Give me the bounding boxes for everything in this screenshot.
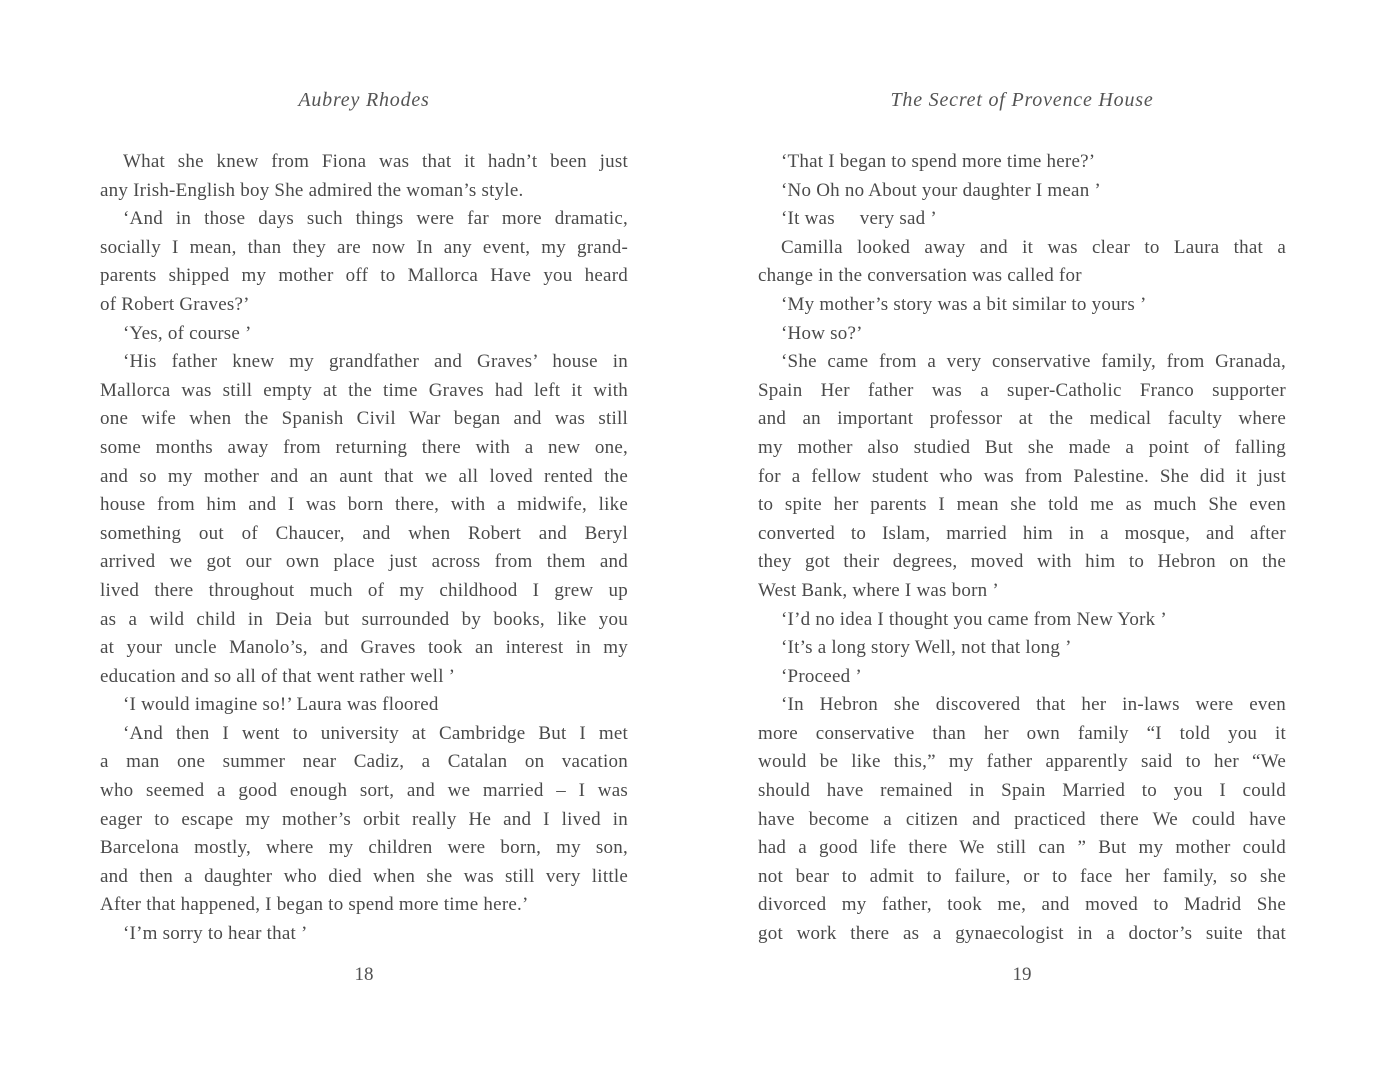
text-line: ‘I’d no idea I thought you came from New York ’: [781, 608, 1167, 630]
text-line: change in the conversation was called for: [758, 265, 1082, 287]
text-line: a man one summer near Cadiz, a Catalan on vacation: [100, 751, 628, 773]
text-line: ‘And in those days such things were far more dramatic,: [123, 208, 628, 230]
running-header-author: Aubrey Rhodes: [298, 89, 430, 111]
text-line: ‘I’m sorry to hear that ’: [123, 923, 308, 945]
text-line: ‘Proceed ’: [781, 665, 862, 687]
text-line: ‘That I began to spend more time here?’: [781, 151, 1096, 172]
text-line: Spain Her father was a super-Catholic Franco supporter: [758, 379, 1286, 401]
text-line: some months away from returning there with a new one,: [100, 436, 628, 458]
text-line: ‘How so?’: [781, 322, 863, 344]
text-line: West Bank, where I was born ’: [758, 579, 999, 601]
text-line: ‘It was very sad ’: [781, 208, 937, 230]
text-line: have become a citizen and practiced there We could have: [758, 808, 1286, 830]
page-body-left: [100, 148, 628, 949]
text-line: had a good life there We still can ” But my mother could: [758, 837, 1286, 859]
page-body-right: [758, 148, 1286, 949]
text-line: and then a daughter who died when she was still very little: [100, 865, 628, 887]
text-line: at your uncle Manolo’s, and Graves took an interest in my: [100, 637, 628, 659]
text-line: After that happened, I began to spend more time here.’: [100, 894, 529, 916]
text-line: not bear to admit to failure, or to face her family, so she: [758, 865, 1286, 887]
text-line: eager to escape my mother’s orbit really He and I lived in: [100, 808, 628, 830]
text-line: as a wild child in Deia but surrounded by books, like you: [100, 608, 628, 630]
text-line: Camilla looked away and it was clear to Laura that a: [781, 236, 1286, 258]
page-number-left: 18: [354, 963, 374, 985]
text-line: converted to Islam, married him in a mosque, and after: [758, 522, 1286, 544]
left-page: [100, 88, 628, 986]
text-line: ‘It’s a long story Well, not that long ’: [781, 637, 1072, 659]
text-line: What she knew from Fiona was that it hadn’t been just: [123, 151, 628, 172]
text-line: socially I mean, than they are now In any event, my grand-: [100, 236, 628, 258]
text-line: more conservative than her own family “I told you it: [758, 722, 1286, 744]
text-line: ‘His father knew my grandfather and Graves’ house in: [123, 351, 628, 373]
text-line: Mallorca was still empty at the time Graves had left it with: [100, 379, 628, 401]
text-line: got work there as a gynaecologist in a doctor’s suite that: [758, 923, 1286, 945]
text-line: ‘And then I went to university at Cambridge But I met: [123, 722, 628, 744]
page-number-right: 19: [1012, 963, 1032, 985]
text-line: ‘Yes, of course ’: [123, 322, 252, 344]
text-line: for a fellow student who was from Palestine. She did it just: [758, 465, 1286, 487]
text-line: ‘No Oh no About your daughter I mean ’: [781, 179, 1101, 201]
text-line: ‘I would imagine so!’ Laura was floored: [123, 694, 439, 716]
text-line: ‘In Hebron she discovered that her in-laws were even: [781, 694, 1286, 716]
running-header-title: The Secret of Provence House: [890, 89, 1154, 111]
text-line: one wife when the Spanish Civil War began and was still: [100, 408, 628, 430]
text-line: parents shipped my mother off to Mallorca Have you heard: [100, 265, 628, 287]
text-line: would be like this,” my father apparently said to her “We: [758, 751, 1286, 773]
text-line: any Irish-English boy She admired the woman’s style.: [100, 179, 524, 201]
text-line: who seemed a good enough sort, and we married – I was: [100, 780, 628, 802]
text-line: they got their degrees, moved with him to Hebron on the: [758, 551, 1286, 573]
text-line: divorced my father, took me, and moved to Madrid She: [758, 894, 1286, 916]
text-line: of Robert Graves?’: [100, 293, 250, 315]
text-line: Barcelona mostly, where my children were born, my son,: [100, 837, 628, 859]
text-line: should have remained in Spain Married to you I could: [758, 780, 1286, 802]
text-line: arrived we got our own place just across from them and: [100, 551, 628, 573]
text-line: education and so all of that went rather well ’: [100, 665, 456, 687]
text-line: something out of Chaucer, and when Robert and Beryl: [100, 522, 628, 544]
text-line: and so my mother and an aunt that we all loved rented the: [100, 465, 628, 487]
text-line: my mother also studied But she made a point of falling: [758, 436, 1286, 458]
text-line: to spite her parents I mean she told me as much She even: [758, 494, 1286, 516]
text-line: lived there throughout much of my childhood I grew up: [100, 579, 628, 601]
text-line: ‘She came from a very conservative family, from Granada,: [781, 351, 1286, 373]
text-line: ‘My mother’s story was a bit similar to yours ’: [781, 293, 1147, 315]
text-line: and an important professor at the medical faculty where: [758, 408, 1286, 430]
text-line: house from him and I was born there, with a midwife, like: [100, 494, 628, 516]
right-page: [758, 88, 1286, 986]
